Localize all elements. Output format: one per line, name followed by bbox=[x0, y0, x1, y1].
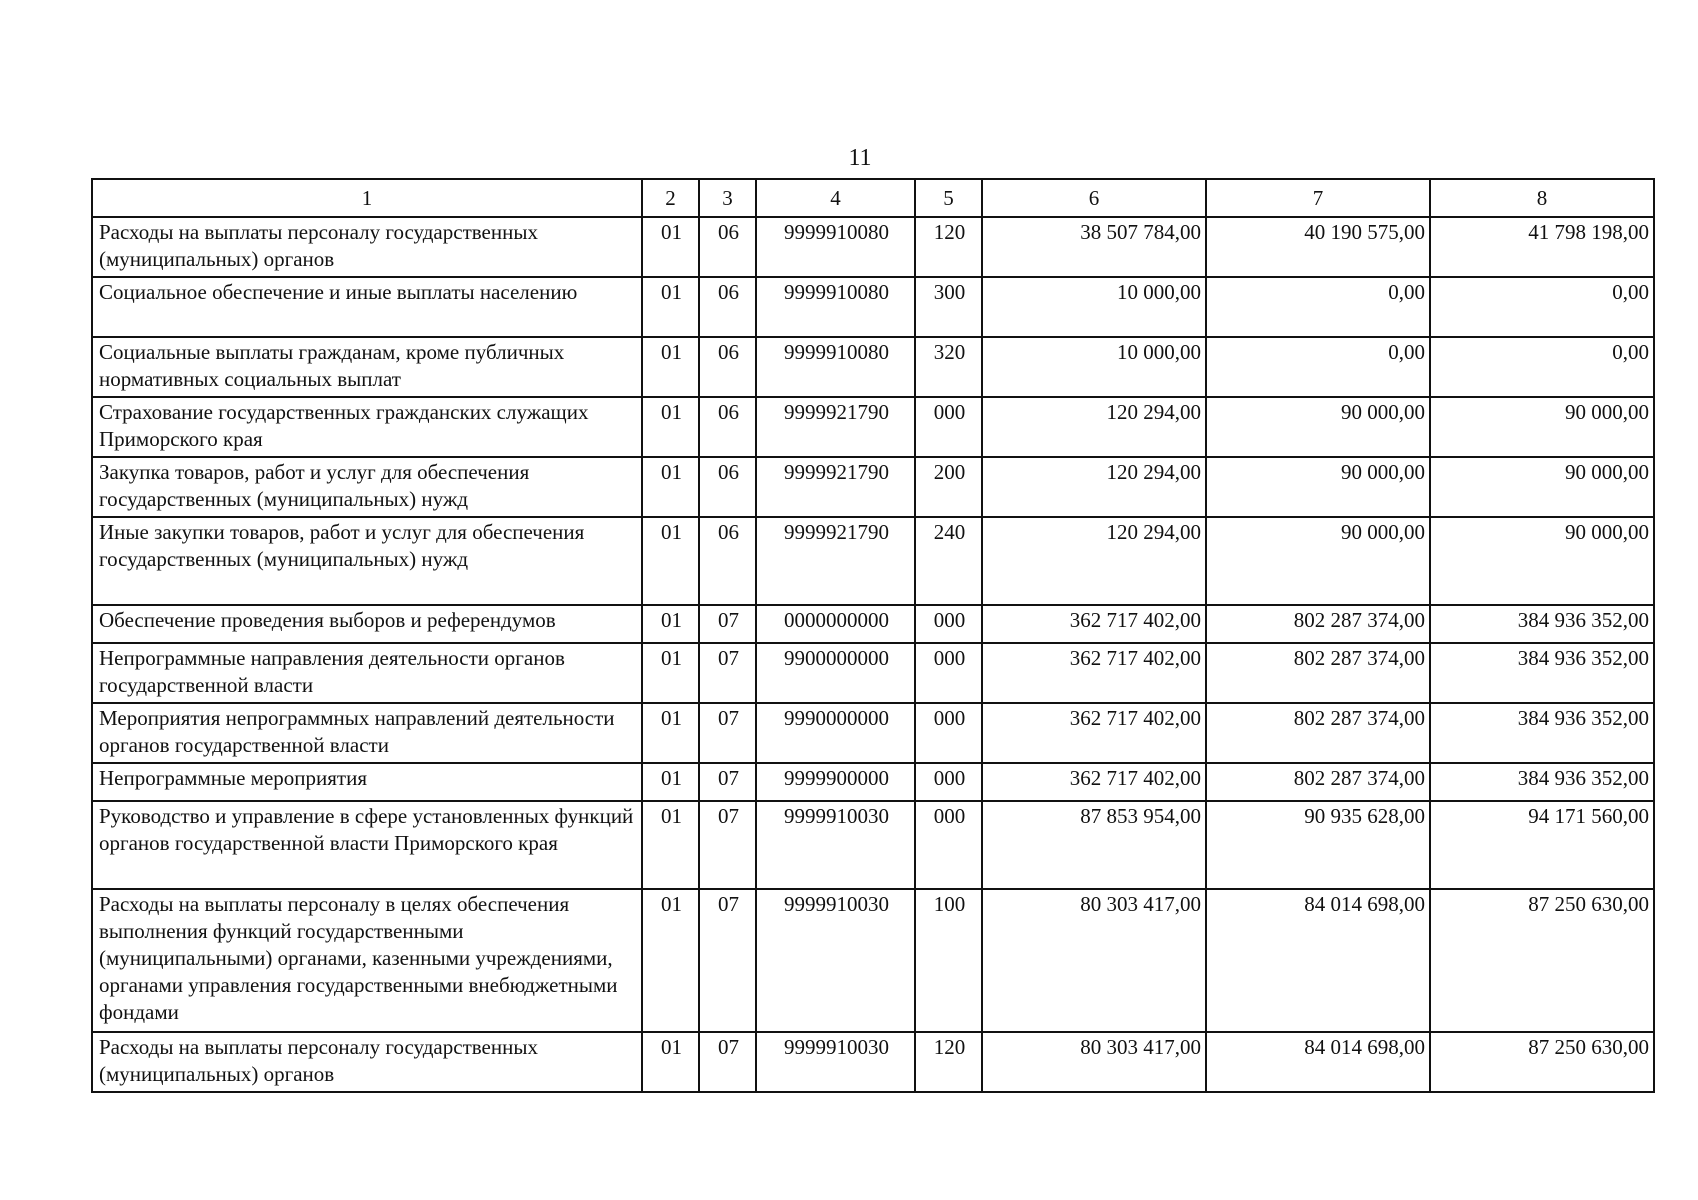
row-name-cell: Руководство и управление в сфере установленных функций органов государственной власти Приморского края bbox=[92, 801, 642, 889]
budget-table bbox=[91, 178, 1655, 1093]
table-row bbox=[92, 643, 1654, 703]
podrazdel-cell: 06 bbox=[699, 457, 756, 517]
table-row bbox=[92, 605, 1654, 643]
amount-cell-8: 384 936 352,00 bbox=[1430, 703, 1654, 763]
header-cell: 2 bbox=[642, 179, 699, 217]
amount-cell-6: 120 294,00 bbox=[982, 517, 1206, 605]
table-row bbox=[92, 1032, 1654, 1092]
row-name-cell: Иные закупки товаров, работ и услуг для обеспечения государственных (муниципальных) нужд bbox=[92, 517, 642, 605]
podrazdel-cell: 07 bbox=[699, 889, 756, 1032]
table-row bbox=[92, 703, 1654, 763]
amount-cell-6: 10 000,00 bbox=[982, 277, 1206, 337]
amount-cell-7: 802 287 374,00 bbox=[1206, 605, 1430, 643]
podrazdel-cell: 06 bbox=[699, 397, 756, 457]
podrazdel-cell: 06 bbox=[699, 337, 756, 397]
amount-cell-6: 38 507 784,00 bbox=[982, 217, 1206, 277]
expense-type-cell: 320 bbox=[915, 337, 982, 397]
podrazdel-cell: 07 bbox=[699, 801, 756, 889]
amount-cell-8: 94 171 560,00 bbox=[1430, 801, 1654, 889]
target-article-cell: 9999900000 bbox=[756, 763, 915, 801]
amount-cell-6: 362 717 402,00 bbox=[982, 605, 1206, 643]
amount-cell-8: 384 936 352,00 bbox=[1430, 763, 1654, 801]
table-row bbox=[92, 457, 1654, 517]
table-row bbox=[92, 217, 1654, 277]
expense-type-cell: 000 bbox=[915, 643, 982, 703]
row-name-cell: Социальные выплаты гражданам, кроме публичных нормативных социальных выплат bbox=[92, 337, 642, 397]
row-name-cell: Расходы на выплаты персоналу государственных (муниципальных) органов bbox=[92, 217, 642, 277]
target-article-cell: 9999910080 bbox=[756, 337, 915, 397]
amount-cell-6: 362 717 402,00 bbox=[982, 763, 1206, 801]
podrazdel-cell: 07 bbox=[699, 643, 756, 703]
amount-cell-6: 80 303 417,00 bbox=[982, 889, 1206, 1032]
amount-cell-6: 87 853 954,00 bbox=[982, 801, 1206, 889]
header-cell: 6 bbox=[982, 179, 1206, 217]
table-row bbox=[92, 397, 1654, 457]
row-name-cell: Расходы на выплаты персоналу государственных (муниципальных) органов bbox=[92, 1032, 642, 1092]
target-article-cell: 9999921790 bbox=[756, 457, 915, 517]
header-cell: 4 bbox=[756, 179, 915, 217]
row-name-cell: Непрограммные направления деятельности органов государственной власти bbox=[92, 643, 642, 703]
header-cell: 1 bbox=[92, 179, 642, 217]
target-article-cell: 0000000000 bbox=[756, 605, 915, 643]
amount-cell-6: 10 000,00 bbox=[982, 337, 1206, 397]
row-name-cell: Социальное обеспечение и иные выплаты населению bbox=[92, 277, 642, 337]
expense-type-cell: 000 bbox=[915, 605, 982, 643]
table-row bbox=[92, 889, 1654, 1032]
row-name-cell: Обеспечение проведения выборов и референдумов bbox=[92, 605, 642, 643]
razdel-cell: 01 bbox=[642, 643, 699, 703]
expense-type-cell: 120 bbox=[915, 217, 982, 277]
amount-cell-8: 41 798 198,00 bbox=[1430, 217, 1654, 277]
amount-cell-7: 90 000,00 bbox=[1206, 457, 1430, 517]
expense-type-cell: 300 bbox=[915, 277, 982, 337]
razdel-cell: 01 bbox=[642, 605, 699, 643]
razdel-cell: 01 bbox=[642, 217, 699, 277]
podrazdel-cell: 07 bbox=[699, 605, 756, 643]
amount-cell-8: 0,00 bbox=[1430, 277, 1654, 337]
target-article-cell: 9990000000 bbox=[756, 703, 915, 763]
header-cell: 8 bbox=[1430, 179, 1654, 217]
expense-type-cell: 000 bbox=[915, 763, 982, 801]
amount-cell-7: 802 287 374,00 bbox=[1206, 703, 1430, 763]
expense-type-cell: 240 bbox=[915, 517, 982, 605]
target-article-cell: 9900000000 bbox=[756, 643, 915, 703]
header-cell: 3 bbox=[699, 179, 756, 217]
amount-cell-8: 90 000,00 bbox=[1430, 397, 1654, 457]
amount-cell-7: 0,00 bbox=[1206, 337, 1430, 397]
podrazdel-cell: 06 bbox=[699, 217, 756, 277]
amount-cell-6: 120 294,00 bbox=[982, 397, 1206, 457]
amount-cell-7: 90 000,00 bbox=[1206, 517, 1430, 605]
target-article-cell: 9999921790 bbox=[756, 517, 915, 605]
amount-cell-7: 84 014 698,00 bbox=[1206, 889, 1430, 1032]
amount-cell-7: 0,00 bbox=[1206, 277, 1430, 337]
page-number: 11 bbox=[848, 145, 872, 171]
table-row bbox=[92, 801, 1654, 889]
target-article-cell: 9999910030 bbox=[756, 801, 915, 889]
razdel-cell: 01 bbox=[642, 517, 699, 605]
target-article-cell: 9999910030 bbox=[756, 1032, 915, 1092]
target-article-cell: 9999910080 bbox=[756, 277, 915, 337]
expense-type-cell: 120 bbox=[915, 1032, 982, 1092]
razdel-cell: 01 bbox=[642, 277, 699, 337]
podrazdel-cell: 07 bbox=[699, 703, 756, 763]
expense-type-cell: 100 bbox=[915, 889, 982, 1032]
amount-cell-7: 802 287 374,00 bbox=[1206, 763, 1430, 801]
amount-cell-8: 90 000,00 bbox=[1430, 517, 1654, 605]
expense-type-cell: 000 bbox=[915, 397, 982, 457]
amount-cell-8: 384 936 352,00 bbox=[1430, 643, 1654, 703]
amount-cell-6: 80 303 417,00 bbox=[982, 1032, 1206, 1092]
row-name-cell: Закупка товаров, работ и услуг для обеспечения государственных (муниципальных) нужд bbox=[92, 457, 642, 517]
podrazdel-cell: 06 bbox=[699, 277, 756, 337]
target-article-cell: 9999910080 bbox=[756, 217, 915, 277]
expense-type-cell: 200 bbox=[915, 457, 982, 517]
expense-type-cell: 000 bbox=[915, 801, 982, 889]
amount-cell-6: 362 717 402,00 bbox=[982, 643, 1206, 703]
razdel-cell: 01 bbox=[642, 1032, 699, 1092]
razdel-cell: 01 bbox=[642, 889, 699, 1032]
expense-type-cell: 000 bbox=[915, 703, 982, 763]
amount-cell-7: 90 000,00 bbox=[1206, 397, 1430, 457]
amount-cell-6: 120 294,00 bbox=[982, 457, 1206, 517]
row-name-cell: Расходы на выплаты персоналу в целях обеспечения выполнения функций государственными (муниципальными) органами, казенными учреждениями, органами управления государственными внебюджетными фондами bbox=[92, 889, 642, 1032]
razdel-cell: 01 bbox=[642, 457, 699, 517]
table-row bbox=[92, 763, 1654, 801]
amount-cell-6: 362 717 402,00 bbox=[982, 703, 1206, 763]
podrazdel-cell: 07 bbox=[699, 763, 756, 801]
podrazdel-cell: 07 bbox=[699, 1032, 756, 1092]
row-name-cell: Мероприятия непрограммных направлений деятельности органов государственной власти bbox=[92, 703, 642, 763]
header-cell: 7 bbox=[1206, 179, 1430, 217]
amount-cell-8: 87 250 630,00 bbox=[1430, 889, 1654, 1032]
amount-cell-7: 40 190 575,00 bbox=[1206, 217, 1430, 277]
amount-cell-7: 90 935 628,00 bbox=[1206, 801, 1430, 889]
target-article-cell: 9999921790 bbox=[756, 397, 915, 457]
razdel-cell: 01 bbox=[642, 703, 699, 763]
amount-cell-8: 90 000,00 bbox=[1430, 457, 1654, 517]
amount-cell-8: 384 936 352,00 bbox=[1430, 605, 1654, 643]
table-row bbox=[92, 337, 1654, 397]
amount-cell-7: 802 287 374,00 bbox=[1206, 643, 1430, 703]
razdel-cell: 01 bbox=[642, 337, 699, 397]
razdel-cell: 01 bbox=[642, 801, 699, 889]
table-row bbox=[92, 517, 1654, 605]
header-row bbox=[92, 179, 1654, 217]
amount-cell-8: 0,00 bbox=[1430, 337, 1654, 397]
row-name-cell: Страхование государственных гражданских служащих Приморского края bbox=[92, 397, 642, 457]
header-cell: 5 bbox=[915, 179, 982, 217]
amount-cell-8: 87 250 630,00 bbox=[1430, 1032, 1654, 1092]
razdel-cell: 01 bbox=[642, 397, 699, 457]
target-article-cell: 9999910030 bbox=[756, 889, 915, 1032]
razdel-cell: 01 bbox=[642, 763, 699, 801]
row-name-cell: Непрограммные мероприятия bbox=[92, 763, 642, 801]
table-row bbox=[92, 277, 1654, 337]
amount-cell-7: 84 014 698,00 bbox=[1206, 1032, 1430, 1092]
podrazdel-cell: 06 bbox=[699, 517, 756, 605]
